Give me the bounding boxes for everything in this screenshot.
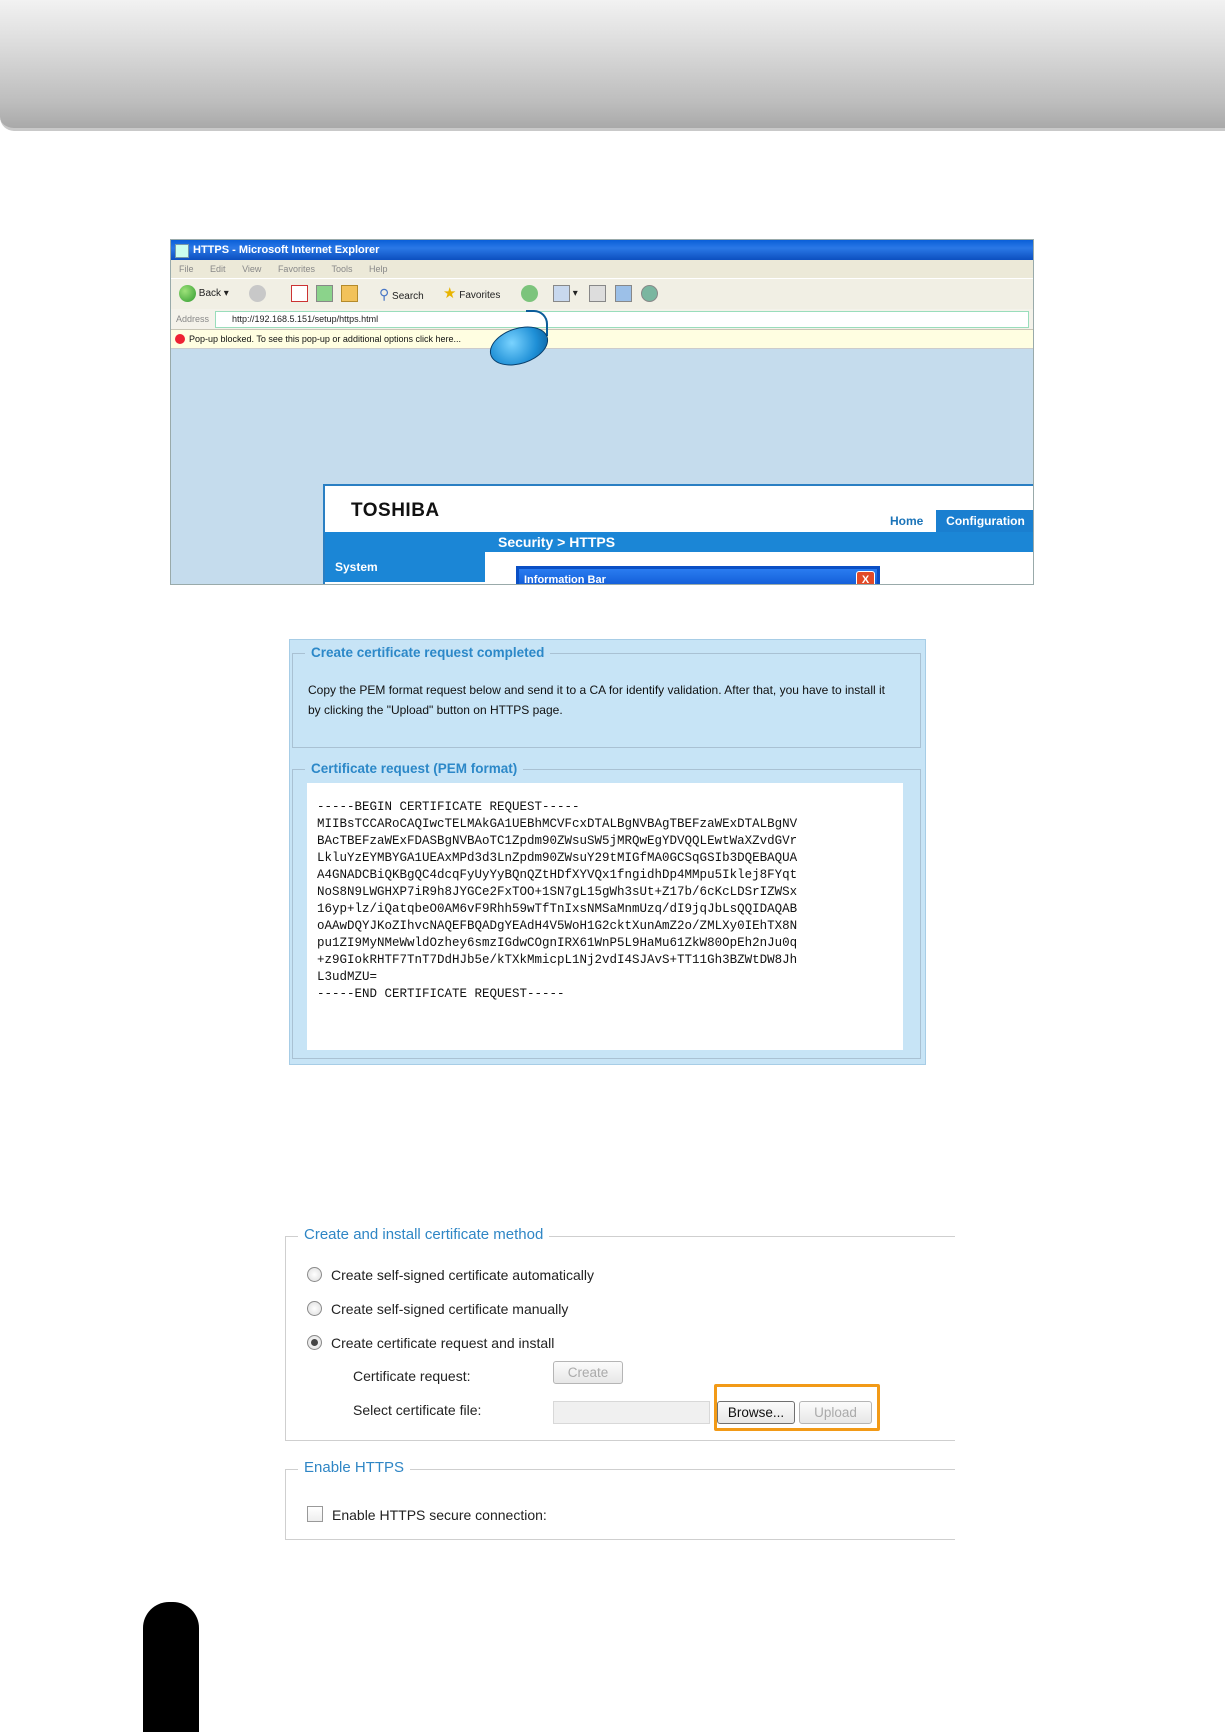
ie-app-icon: [175, 244, 189, 258]
forward-button[interactable]: [249, 285, 266, 303]
option-manual-row[interactable]: [307, 1299, 568, 1319]
https-settings-panel: [285, 1225, 955, 1540]
home-button[interactable]: [341, 285, 358, 303]
address-input[interactable]: http://192.168.5.151/setup/https.html: [215, 311, 1029, 328]
stop-button[interactable]: [291, 285, 308, 303]
breadcrumb: Security > HTTPS: [498, 534, 616, 550]
select-file-label: Select certificate file:: [353, 1402, 482, 1418]
browser-content-area: [171, 349, 1033, 584]
favorites-button[interactable]: [443, 285, 500, 303]
window-title-bar: [171, 240, 1033, 260]
page-header-band: [0, 0, 1225, 131]
browse-upload-highlight: [714, 1384, 880, 1431]
enable-https-label: Enable HTTPS secure connection:: [332, 1507, 547, 1523]
print-button[interactable]: [589, 285, 606, 303]
menu-view[interactable]: View: [242, 264, 262, 274]
dialog-title: Information Bar: [519, 569, 877, 585]
menu-edit[interactable]: Edit: [210, 264, 226, 274]
back-button[interactable]: Back ▾: [179, 285, 229, 303]
star-icon: ★: [443, 285, 457, 302]
pem-legend: Certificate request (PEM format): [305, 761, 523, 776]
option-manual-label: Create self-signed certificate manually: [331, 1301, 569, 1317]
title-bar: [325, 532, 1034, 552]
address-label: Address: [176, 314, 210, 324]
information-bar-text: Pop-up blocked. To see this pop-up or additional options click here...: [189, 334, 461, 344]
favorites-label: Favorites: [459, 290, 501, 301]
radio-self-signed-manual[interactable]: [307, 1301, 322, 1316]
certificate-request-label: Certificate request:: [353, 1368, 471, 1384]
refresh-button[interactable]: [316, 285, 333, 303]
home-icon: [341, 285, 358, 302]
menu-tools[interactable]: Tools: [331, 264, 353, 274]
sidebar-item-security[interactable]: [325, 584, 485, 585]
edit-button[interactable]: [615, 285, 632, 303]
option-auto-row[interactable]: [307, 1265, 594, 1285]
back-arrow-icon: [179, 285, 196, 302]
history-icon: [521, 285, 538, 302]
config-sidebar: [325, 552, 485, 585]
option-request-row[interactable]: [307, 1333, 554, 1353]
toshiba-logo: TOSHIBA: [351, 500, 440, 521]
certificate-file-input[interactable]: [553, 1401, 710, 1424]
enable-https-legend: Enable HTTPS: [298, 1459, 410, 1476]
forward-arrow-icon: [249, 285, 266, 302]
back-label: Back: [198, 288, 222, 300]
upload-button[interactable]: Upload: [799, 1401, 872, 1424]
mail-button[interactable]: ▾: [553, 285, 578, 303]
stop-icon: [291, 285, 308, 302]
messenger-button[interactable]: [641, 285, 658, 303]
search-icon: ⚲: [379, 286, 390, 302]
certificate-request-panel: [289, 639, 926, 1065]
search-button[interactable]: [379, 285, 424, 303]
enable-https-row[interactable]: [307, 1505, 547, 1525]
dialog-close-button[interactable]: X: [856, 571, 875, 585]
address-bar: [171, 309, 1033, 330]
menu-favorites[interactable]: Favorites: [277, 264, 315, 274]
browser-toolbar: [171, 278, 1033, 310]
enable-https-checkbox[interactable]: [307, 1506, 323, 1522]
menu-help[interactable]: Help: [369, 264, 388, 274]
option-auto-label: Create self-signed certificate automatically: [331, 1267, 595, 1283]
page-tab-marker: [143, 1602, 199, 1732]
popup-blocked-icon: [175, 334, 185, 344]
window-title: HTTPS - Microsoft Internet Explorer: [193, 244, 380, 256]
messenger-icon: [641, 285, 658, 302]
pem-text: -----BEGIN CERTIFICATE REQUEST----- MIIBsTCCARoCAQIwcTELMAkGA1UEBhMCVFcxDTALBgNVBAgTBEFzaWExDTALBgNV BAcTBEFzaWExFDASBgNVBAoTC1Zpdm90ZWsuSW5jMRQwEgYDVQQLEwtWaXZvdGVr LkluYzEYMBYGA1UEAxMPd3d3LnZpdm90ZWsuY29tMIGfMA0GCSqGSIb3DQEBAQUA A4GNADCBiQKBgQC4dcqFyUyYyBQnQZtHDfXYVQx1fngidhDp4MMpu5Iklej8FYqt NoS8N9LWGHXP7iR9h8JYGCe2FxTOO+1SN7gL15gWh3sUt+Z17b/6cKcLDSrIZWSx 16yp+lz/iQatqbeO0AM6vF9Rhh59wTfTnIxsNMSaMnmUzq/dI9jqJbLsQQIDAQAB oAAwDQYJKoZIhvcNAQEFBQADgYEAdH4V5WoH1G2cktXunAmZ2o/ZMLXy0IEhTX8N pu1ZI9MyNMeWwldOzhey6smzIGdwCOgnIRX61WnP5L9HaMu61ZkW80OpEh2nJu0q +z9GIokRHTF7TnT7DdHJb5e/kTXkMmicpL1Nj2vdI4SJAvS+TT11Gh3BZWtDW8Jh L3udMZU= -----END CERTIFICATE REQUEST-----: [317, 800, 798, 1001]
request-description: Copy the PEM format request below and send it to a CA for identify validation. After that, you have to install it by clicking the "Upload" button on HTTPS page.: [308, 683, 885, 717]
print-icon: [589, 285, 606, 302]
history-button[interactable]: [521, 285, 538, 303]
pem-textarea[interactable]: [307, 783, 903, 1050]
refresh-icon: [316, 285, 333, 302]
mail-icon: [553, 285, 570, 302]
information-bar[interactable]: [171, 330, 1033, 349]
browser-screenshot: [170, 239, 1034, 585]
radio-self-signed-auto[interactable]: [307, 1267, 322, 1282]
sidebar-item-system[interactable]: System: [325, 552, 485, 582]
method-legend: Create and install certificate method: [298, 1226, 549, 1243]
menu-file[interactable]: File: [179, 264, 194, 274]
menu-bar: [171, 260, 1033, 278]
edit-icon: [615, 285, 632, 302]
camera-web-page: [323, 484, 1034, 585]
nav-configuration-tab[interactable]: Configuration: [936, 510, 1034, 532]
radio-request-install[interactable]: [307, 1335, 322, 1350]
create-button[interactable]: Create: [553, 1361, 623, 1384]
browse-button[interactable]: Browse...: [717, 1401, 795, 1424]
request-completed-legend: Create certificate request completed: [305, 645, 550, 660]
search-label: Search: [392, 291, 424, 302]
information-bar-dialog: [516, 566, 880, 585]
option-request-label: Create certificate request and install: [331, 1335, 555, 1351]
nav-home-link[interactable]: Home: [890, 514, 924, 528]
